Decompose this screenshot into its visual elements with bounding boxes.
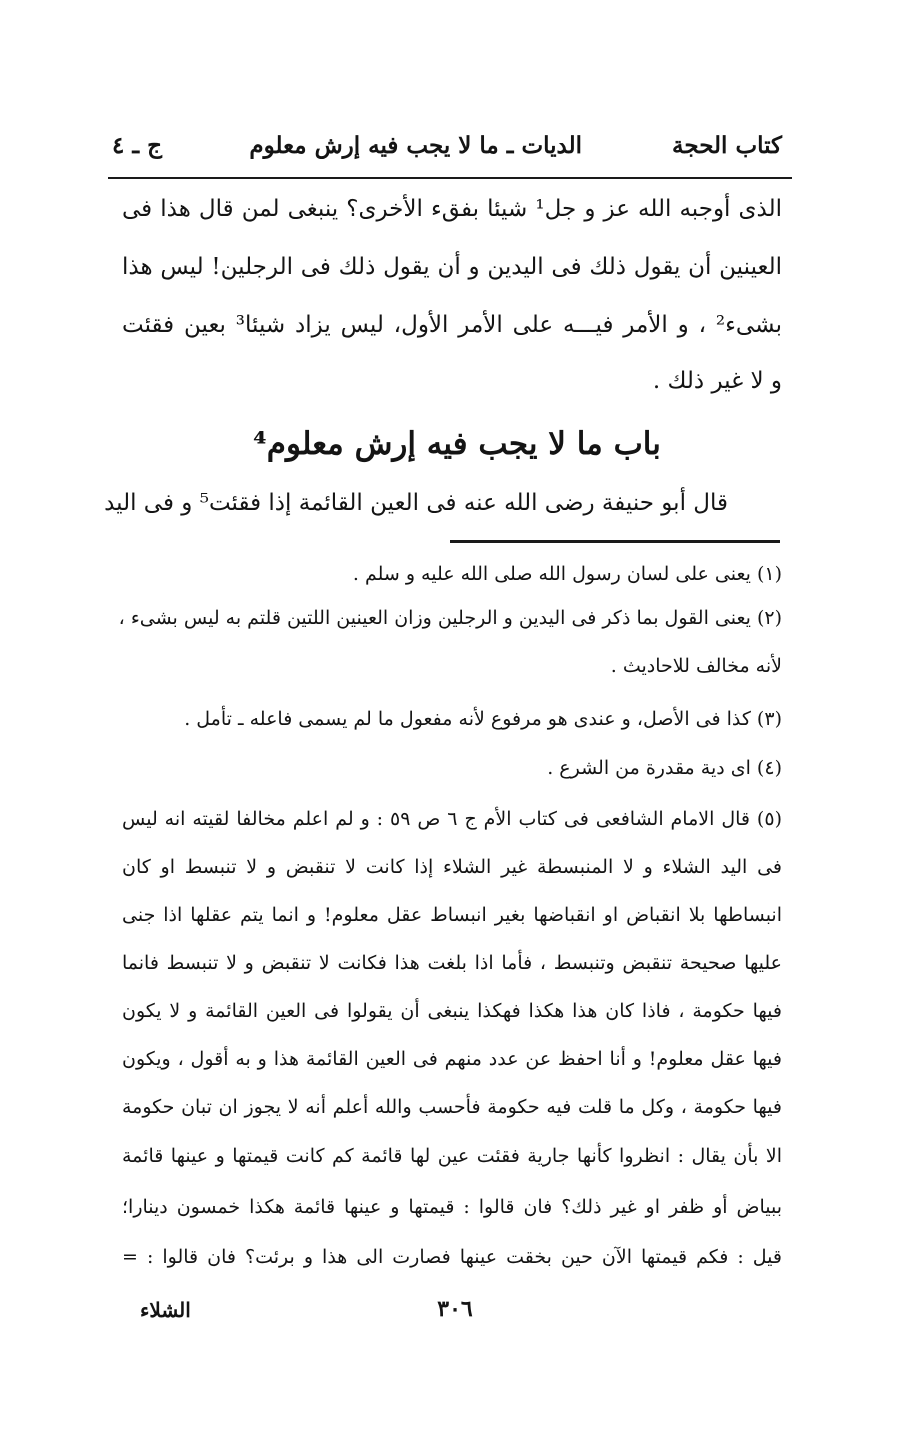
running-header (112, 126, 782, 166)
page-number: ٣٠٦ (437, 1296, 473, 1322)
footnote-line: فيها حكومة ، فاذا كان هذا هكذا فهكذا ينبغى أن يقولوا فى العين القائمة و لا يكون (122, 1000, 782, 1022)
body-line: و لا غير ذلك . (652, 368, 782, 394)
header-volume: ج ـ ٤ (112, 132, 162, 159)
footnote-line: الا بأن يقال : انظروا كأنها جارية فقئت عين لها قائمة كم كانت قيمتها و عينها قائمة (122, 1145, 782, 1167)
footnote-line: عليها صحيحة تنقبض وتنبسط ، فأما اذا بلغت هذا فكانت لا تنقبض و لا تنبسط فانما (122, 952, 782, 974)
header-book-title: كتاب الحجة (672, 132, 782, 159)
footnote-line: لأنه مخالف للاحاديث . (610, 655, 782, 677)
footnote-line: فى اليد الشلاء و لا المنبسطة غير الشلاء إذا كانت لا تنقبض و لا تنبسط او كان (122, 856, 782, 878)
footnote-line: (١) يعنى على لسان رسول الله صلى الله عليه و سلم . (352, 563, 782, 585)
signature-mark: الشلاء (140, 1298, 191, 1322)
body-line: العينين أن يقول ذلك فى اليدين و أن يقول ذلك فى الرجلين! ليس هذا (122, 254, 782, 280)
section-first-line: قال أبو حنيفة رضى الله عنه فى العين القائمة إذا فقئت⁵ و فى اليد (104, 490, 728, 516)
footnote-divider (450, 540, 780, 543)
footnote-line: (٥) قال الامام الشافعى فى كتاب الأم ج ٦ ص ٥٩ : و لم اعلم مخالفا لقيته انه ليس (122, 808, 782, 830)
footnote-line: (٢) يعنى القول بما ذكر فى اليدين و الرجلين وزان العينين اللتين قلتم به ليس بشىء ، (118, 607, 782, 629)
footnote-line: ببياض أو ظفر او غير ذلك؟ فان قالوا : قيمتها و عينها قائمة هكذا خمسون دينارا؛ (122, 1196, 782, 1218)
footnote-line: فيها عقل معلوم! و أنا احفظ عن عدد منهم فى العين القائمة هذا و به أقول ، ويكون (122, 1048, 782, 1070)
body-line: الذى أوجبه الله عز و جل¹ شيئا بفقء الأخرى؟ ينبغى لمن قال هذا فى (122, 196, 783, 222)
footnote-line: فيها حكومة ، وكل ما قلت فيه حكومة فأحسب والله أعلم أنه لا يجوز ان تبان حكومة (122, 1096, 782, 1118)
header-divider (108, 177, 792, 179)
header-chapter-title: الديات ـ ما لا يجب فيه إرش معلوم (249, 132, 582, 159)
body-line: بشىء² ، و الأمر فيـــه على الأمر الأول، ليس يزاد شيئا³ بعين فقئت (122, 312, 782, 338)
footnote-line: انبساطها بلا انقباض او انقباضها بغير انبساط عقل معلوم! و انما يتم عقلها اذا جنى (122, 904, 782, 926)
footnote-line: قيل : فكم قيمتها الآن حين بخقت عينها فصارت الى هذا و برئت؟ فان قالوا : = (122, 1246, 782, 1268)
footnote-line: (٣) كذا فى الأصل، و عندى هو مرفوع لأنه مفعول ما لم يسمى فاعله ـ تأمل . (184, 708, 782, 730)
footnote-line: (٤) اى دية مقدرة من الشرع . (547, 757, 782, 779)
section-heading: باب ما لا يجب فيه إرش معلوم⁴ (253, 426, 661, 462)
